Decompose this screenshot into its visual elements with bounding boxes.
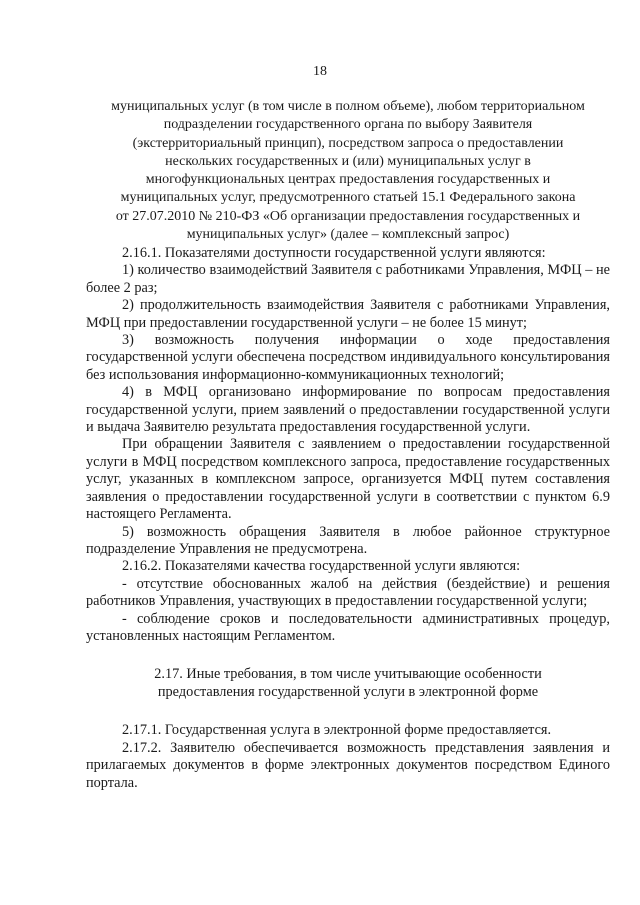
accessibility-item-4: 4) в МФЦ организовано информирование по вопросам предоставления государственной услуги, прием заявлений о предоставлении государственной услуги и выдача Заявителю результата предоставления государственной услуги.: [86, 384, 610, 436]
page-number: 18: [313, 64, 327, 79]
intro-line: от 27.07.2010 № 210-ФЗ «Об организации предоставления государственных и: [115, 208, 581, 224]
intro-line: многофункциональных центрах предоставления государственных и: [145, 172, 551, 188]
intro-line: муниципальных услуг, предусмотренного статьей 15.1 Федерального закона: [120, 190, 576, 206]
intro-paragraph: [88, 98, 608, 244]
electronic-form-paragraph-2: 2.17.2. Заявителю обеспечивается возможность представления заявления и прилагаемых документов в форме электронных документов посредством Единого портала.: [86, 739, 610, 791]
quality-bullet-1: - отсутствие обоснованных жалоб на действия (бездействие) и решения работников Управления, участвующих в предоставлении государственной услуги;: [86, 575, 610, 610]
document-body: [86, 245, 610, 792]
section-2-17-title: [86, 665, 610, 701]
accessibility-item-5: 5) возможность обращения Заявителя в любое районное структурное подразделение Управления не предусмотрена.: [86, 523, 610, 557]
section-title-line: 2.17. Иные требования, в том числе учитывающие особенности: [154, 666, 542, 683]
accessibility-indicators-heading: 2.16.1. Показателями доступности государственной услуги являются:: [122, 245, 546, 261]
complex-request-paragraph: При обращении Заявителя с заявлением о предоставлении государственной услуги в МФЦ посредством комплексного запроса, предоставление государственных услуг, указанных в комплексном запросе, организуется МФЦ путем составления заявления о предоставлении государственной услуги в соответствии с пунктом 6.9 настоящего Регламента.: [86, 436, 610, 523]
accessibility-item-1: 1) количество взаимодействий Заявителя с работниками Управления, МФЦ – не более 2 раз;: [86, 262, 610, 296]
section-title-line: предоставления государственной услуги в электронной форме: [157, 684, 539, 701]
intro-line: (экстерриториальный принцип), посредством запроса о предоставлении: [132, 135, 564, 151]
quality-bullet-2: - соблюдение сроков и последовательности административных процедур, установленных настоящим Регламентом.: [86, 610, 610, 644]
quality-indicators-heading: 2.16.2. Показателями качества государственной услуги являются:: [122, 558, 521, 575]
accessibility-item-3: 3) возможность получения информации о ходе предоставления государственной услуги обеспечена посредством индивидуального консультирования без использования информационно-коммуникационных технологий;: [86, 332, 610, 383]
intro-line: нескольких государственных и (или) муниципальных услуг в: [165, 153, 531, 169]
intro-line: подразделении государственного органа по выбору Заявителя: [163, 117, 533, 133]
intro-line: муниципальных услуг (в том числе в полном объеме), любом территориальном: [111, 99, 585, 114]
electronic-form-paragraph-1: 2.17.1. Государственная услуга в электронной форме предоставляется.: [122, 722, 552, 739]
accessibility-item-2: 2) продолжительность взаимодействия Заявителя с работниками Управления, МФЦ при предоставлении государственной услуги – не более 15 минут;: [86, 297, 610, 331]
intro-line: муниципальных услуг» (далее – комплексный запрос): [186, 227, 510, 243]
